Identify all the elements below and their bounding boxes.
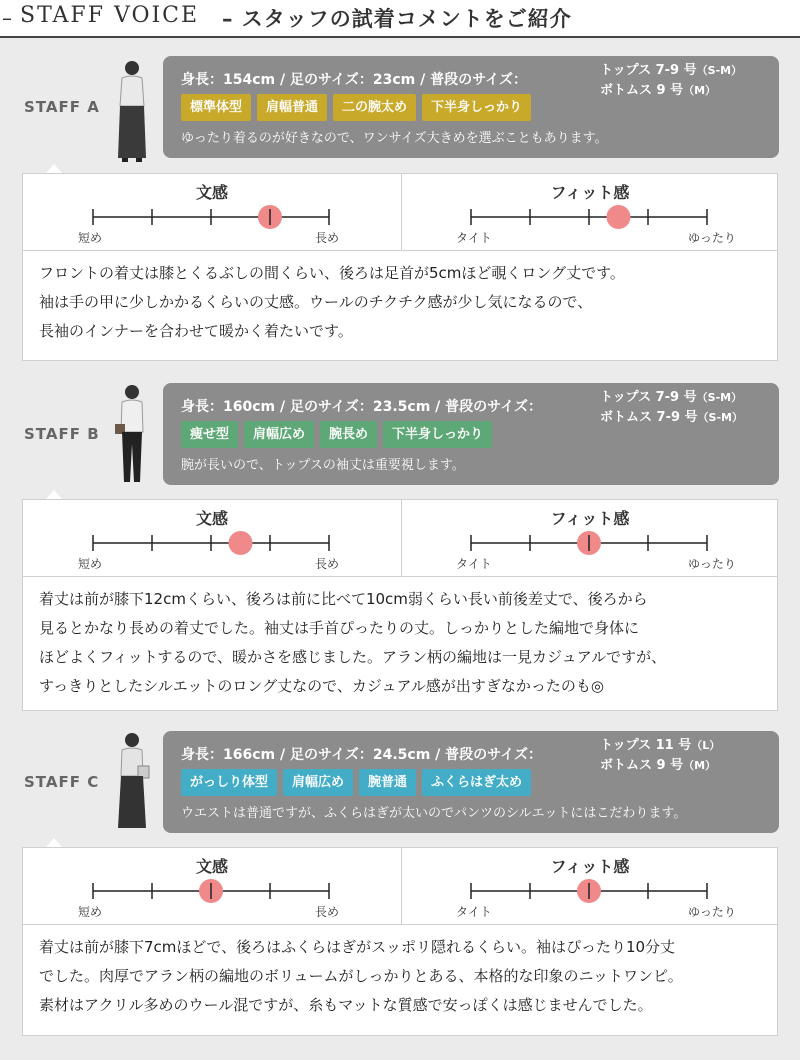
body-tag: 肩幅広め bbox=[244, 421, 314, 448]
body-type-tags bbox=[181, 94, 537, 121]
length-scale bbox=[23, 500, 401, 578]
comment-line: フロントの着丈は膝とくるぶしの間くらい、後ろは足首が5cmほど覗くロング丈です。 bbox=[39, 264, 625, 282]
comment-line: 見るとかなり長めの着丈でした。袖丈は手首ぴったりの丈。しっかりとした編地で身体に bbox=[39, 619, 640, 637]
box-pointer bbox=[46, 838, 62, 847]
length-scale bbox=[23, 174, 401, 252]
body-tag: 腕長め bbox=[320, 421, 377, 448]
staff-c-photo bbox=[110, 730, 154, 836]
bottoms-size-letter: （M） bbox=[683, 759, 717, 772]
header-dash: – bbox=[2, 6, 12, 30]
body-type-tags bbox=[181, 421, 498, 448]
bottoms-size: ボトムス 9 号 bbox=[600, 83, 684, 98]
length-title: 文感 bbox=[195, 509, 228, 528]
staff-label: STAFF B bbox=[24, 425, 100, 443]
staff-note: 腕が長いので、トップスの袖丈は重要視します。 bbox=[181, 458, 465, 473]
body-tag: 下半身しっかり bbox=[422, 94, 531, 121]
length-scale bbox=[23, 848, 401, 926]
bottoms-size-letter: （M） bbox=[683, 84, 717, 97]
profile-bubble bbox=[163, 383, 779, 485]
length-high-label: 長め bbox=[315, 557, 340, 571]
rating-box bbox=[22, 173, 778, 251]
page-header bbox=[0, 0, 800, 38]
fit-high-label: ゆったり bbox=[688, 557, 736, 571]
bottoms-size: ボトムス 7-9 号 bbox=[600, 410, 698, 425]
measurements: 身長：154cm / 足のサイズ：23cm / 普段のサイズ： bbox=[181, 72, 527, 88]
usual-sizes bbox=[600, 61, 742, 101]
header-title-en: STAFF VOICE bbox=[20, 3, 200, 28]
fit-scale bbox=[401, 174, 779, 252]
rating-box bbox=[22, 847, 778, 925]
tops-size: トップス 7-9 号 bbox=[600, 63, 697, 78]
comment-line: ほどよくフィットするので、暖かさを感じました。アラン柄の編地は一見カジュアルですが、 bbox=[39, 648, 667, 666]
comment-line: でした。肉厚でアラン柄の編地のボリュームがしっかりとある、本格的な印象のニットワンピ。 bbox=[39, 967, 683, 985]
box-pointer bbox=[46, 164, 62, 173]
bottoms-size: ボトムス 9 号 bbox=[600, 758, 684, 773]
fit-high-label: ゆったり bbox=[688, 905, 736, 919]
comment-line: すっきりとしたシルエットのロング丈なので、カジュアル感が出すぎなかったのも◎ bbox=[39, 677, 605, 695]
rating-box bbox=[22, 499, 778, 577]
body-tag: 標準体型 bbox=[181, 94, 251, 121]
comment-line: 長袖のインナーを合わせて暖かく着たいです。 bbox=[39, 322, 353, 340]
length-title: 文感 bbox=[195, 857, 228, 876]
comment-box bbox=[22, 251, 778, 361]
rating-marker bbox=[229, 531, 253, 555]
body-type-tags bbox=[181, 769, 537, 796]
body-tag: ふくらはぎ太め bbox=[422, 769, 531, 796]
tops-size-letter: （L） bbox=[691, 739, 721, 752]
length-low-label: 短め bbox=[78, 905, 103, 919]
body-tag: 肩幅広め bbox=[283, 769, 353, 796]
fit-scale bbox=[401, 848, 779, 926]
profile-bubble bbox=[163, 731, 779, 833]
fit-title: フィット感 bbox=[550, 509, 630, 528]
body-tag: 肩幅普通 bbox=[257, 94, 327, 121]
staff-note: ウエストは普通ですが、ふくらはぎが太いのでパンツのシルエットにはこだわります。 bbox=[181, 806, 687, 821]
staff-a-photo bbox=[110, 58, 154, 164]
staff-label: STAFF C bbox=[24, 773, 100, 791]
fit-low-label: タイト bbox=[456, 231, 492, 245]
comment-box bbox=[22, 925, 778, 1036]
comment-line: 袖は手の甲に少しかかるくらいの丈感。ウールのチクチク感が少し気になるので、 bbox=[39, 293, 593, 311]
bottoms-size-letter: （S-M） bbox=[697, 411, 743, 424]
box-pointer bbox=[46, 490, 62, 499]
comment-line: 素材はアクリル多めのウール混ですが、糸もマットな質感で安っぽくは感じませんでした。 bbox=[39, 996, 653, 1014]
staff-note: ゆったり着るのが好きなので、ワンサイズ大きめを選ぶこともあります。 bbox=[181, 131, 608, 146]
body-tag: 下半身しっかり bbox=[383, 421, 492, 448]
fit-low-label: タイト bbox=[456, 905, 492, 919]
length-title: 文感 bbox=[195, 183, 228, 202]
comment-box bbox=[22, 577, 778, 711]
usual-sizes bbox=[600, 388, 743, 428]
fit-title: フィット感 bbox=[550, 183, 630, 202]
fit-scale bbox=[401, 500, 779, 578]
fit-title: フィット感 bbox=[550, 857, 630, 876]
body-tag: 二の腕太め bbox=[333, 94, 416, 121]
profile-bubble bbox=[163, 56, 779, 158]
body-tag: 痩せ型 bbox=[181, 421, 238, 448]
body-tag: がっしり体型 bbox=[181, 769, 277, 796]
tops-size: トップス 7-9 号 bbox=[600, 390, 697, 405]
measurements: 身長：160cm / 足のサイズ：23.5cm / 普段のサイズ： bbox=[181, 399, 543, 415]
tops-size-letter: （S-M） bbox=[696, 64, 743, 77]
length-low-label: 短め bbox=[78, 557, 103, 571]
fit-low-label: タイト bbox=[456, 557, 492, 571]
header-title-jp: – スタッフの試着コメントをご紹介 bbox=[222, 7, 572, 31]
body-tag: 腕普通 bbox=[359, 769, 416, 796]
tops-size-letter: （S-M） bbox=[696, 391, 743, 404]
tops-size: トップス 11 号 bbox=[600, 738, 692, 753]
length-high-label: 長め bbox=[315, 905, 340, 919]
staff-label: STAFF A bbox=[24, 98, 100, 116]
length-low-label: 短め bbox=[78, 231, 103, 245]
fit-high-label: ゆったり bbox=[688, 231, 736, 245]
rating-marker bbox=[607, 205, 631, 229]
length-high-label: 長め bbox=[315, 231, 340, 245]
usual-sizes bbox=[600, 736, 720, 776]
staff-b-photo bbox=[110, 382, 154, 490]
measurements: 身長：166cm / 足のサイズ：24.5cm / 普段のサイズ： bbox=[181, 747, 543, 763]
comment-line: 着丈は前が膝下12cmくらい、後ろは前に比べて10cm弱くらい長い前後差丈で、後ろから bbox=[39, 590, 648, 608]
comment-line: 着丈は前が膝下7cmほどで、後ろはふくらはぎがスッポリ隠れるくらい。袖はぴったり10分丈 bbox=[39, 938, 676, 956]
